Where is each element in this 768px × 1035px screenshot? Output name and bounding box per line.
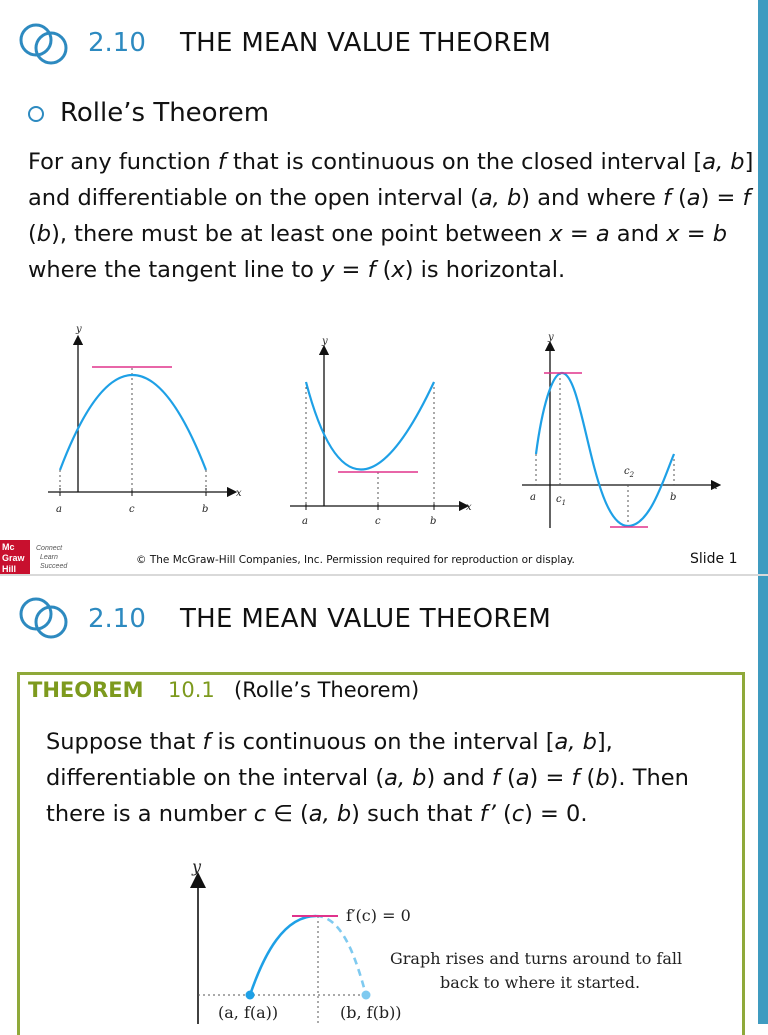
svg-text:Mc: Mc: [2, 542, 15, 552]
point-b-label: (b, f(b)): [340, 1003, 402, 1022]
graph-concave-up: [282, 332, 482, 532]
copyright-notice: © The McGraw-Hill Companies, Inc. Permission required for reproduction or display.: [136, 554, 575, 566]
b-label: b: [202, 504, 209, 515]
svg-text:Hill: Hill: [2, 564, 17, 574]
x-label: x: [466, 502, 472, 513]
bullet-icon: [28, 106, 44, 122]
rising-curve: [250, 916, 316, 995]
section-circles-icon: [18, 22, 74, 66]
b-label: b: [670, 492, 677, 503]
function-curve: [60, 375, 206, 470]
c-label: c: [129, 504, 135, 515]
y-label: y: [322, 336, 328, 347]
tangent-label: f′(c) = 0: [346, 906, 411, 925]
svg-text:Succeed: Succeed: [40, 563, 68, 570]
x-label: x: [236, 488, 242, 499]
theorem-description: For any function f that is continuous on the closed interval [a, b] and differentiable on the open interval (a, b) and where f (a) = f (b), there must be at least one point between x = a and x = b where the tangent line to y = f (x) is horizontal.: [28, 149, 754, 283]
subheading: Rolle’s Theorem: [60, 98, 270, 128]
section-circles-icon: [18, 596, 74, 640]
b-label: b: [430, 516, 437, 527]
theorem-number: 10.1: [168, 678, 215, 702]
a-label: a: [302, 516, 308, 527]
point-a-label: (a, f(a)): [218, 1003, 279, 1022]
c1-label: $c_1$: [556, 494, 567, 507]
theorem-statement: Suppose that f is continuous on the interval [a, b], differentiable on the interval (a, b) and f (a) = f (b). Then there is a number c ∈ (a, b) such that f’ (c) = 0.: [46, 729, 689, 827]
slide-title: THE MEAN VALUE THEOREM: [180, 604, 552, 634]
svg-text:Graw: Graw: [2, 553, 25, 563]
y-label: y: [76, 324, 82, 335]
caption-line-1: Graph rises and turns around to fall: [390, 949, 683, 968]
x-label: x: [712, 481, 718, 492]
caption-line-2: back to where it started.: [440, 973, 641, 992]
point-a: [246, 991, 255, 1000]
a-label: a: [56, 504, 62, 515]
falling-curve-dashed: [316, 916, 366, 995]
slide-accent-bar: [758, 576, 768, 1024]
slide-number-label: Slide 1: [690, 551, 738, 567]
graph-concave-down: [40, 320, 250, 520]
rolle-graph: [180, 858, 720, 1024]
section-number: 2.10: [88, 604, 146, 634]
point-b: [362, 991, 371, 1000]
slide-2: [0, 576, 768, 1024]
slide-title: THE MEAN VALUE THEOREM: [180, 28, 552, 58]
theorem-name: (Rolle’s Theorem): [234, 678, 420, 702]
svg-text:Connect: Connect: [36, 545, 63, 552]
mcgraw-hill-logo: [0, 540, 86, 574]
c2-label: $c_2$: [624, 466, 635, 479]
graph-wave: [514, 328, 724, 538]
section-number: 2.10: [88, 28, 146, 58]
a-label: a: [530, 492, 536, 503]
y-label: y: [548, 332, 554, 343]
y-label: y: [192, 858, 202, 876]
svg-text:Learn: Learn: [40, 554, 58, 561]
theorem-keyword: THEOREM: [28, 678, 144, 702]
c-label: c: [375, 516, 381, 527]
function-curve: [306, 382, 434, 470]
